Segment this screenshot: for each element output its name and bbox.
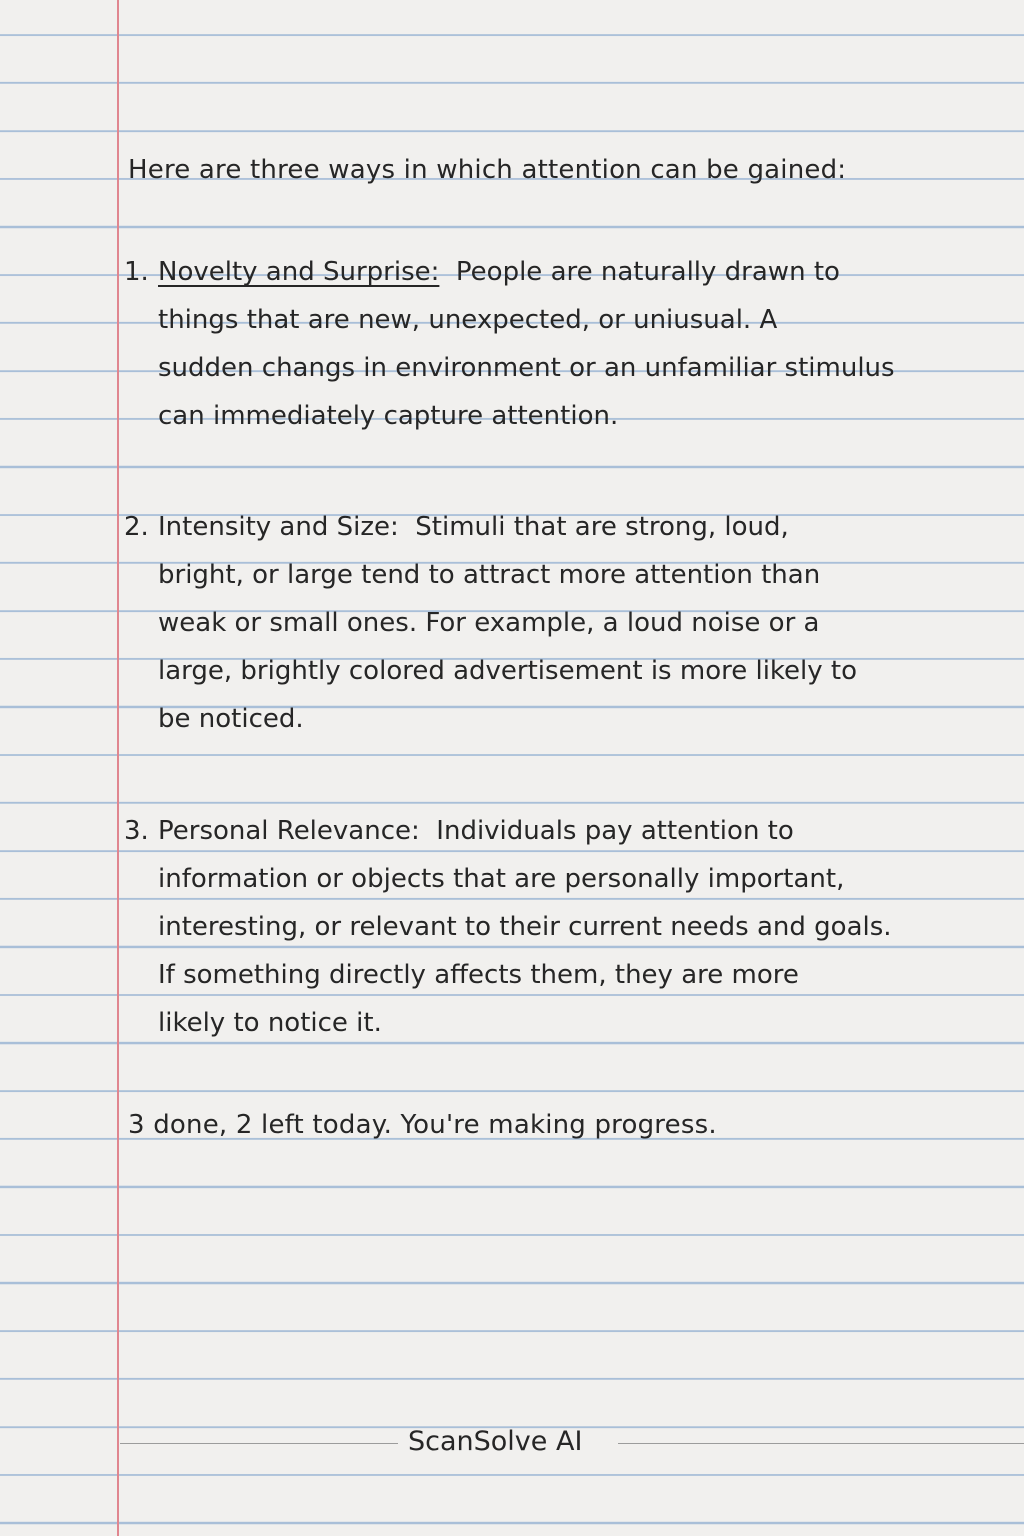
list-item-heading: Novelty and Surprise: (158, 257, 440, 287)
list-item-heading: Personal Relevance: (158, 816, 420, 846)
list-item-text-line: Stimuli that are strong, loud, (415, 512, 789, 542)
intro-text: Here are three ways in which attention can be gained: (128, 155, 847, 185)
list-item-text-line: Individuals pay attention to (436, 816, 794, 846)
list-item-text-line: information or objects that are personally important, (158, 864, 845, 894)
list-item-number: 1. (124, 257, 149, 287)
list-item-text-line: can immediately capture attention. (158, 401, 619, 431)
list-item-text-line: bright, or large tend to attract more attention than (158, 560, 821, 590)
list-item-text-line: things that are new, unexpected, or uniusual. A (158, 305, 778, 335)
progress-status-text: 3 done, 2 left today. You're making progress. (128, 1110, 717, 1140)
list-item-relevance (124, 807, 892, 1047)
brand-watermark: ScanSolve AI (408, 1426, 583, 1457)
list-item-number: 2. (124, 512, 149, 542)
list-item-text-line: interesting, or relevant to their current needs and goals. (158, 912, 892, 942)
footer-divider-left (120, 1443, 398, 1444)
list-item-number: 3. (124, 816, 149, 846)
list-item-novelty (124, 248, 895, 440)
list-item-intensity (124, 503, 857, 743)
list-item-text-line: weak or small ones. For example, a loud noise or a (158, 608, 820, 638)
list-item-text-line: likely to notice it. (158, 1008, 382, 1038)
list-item-heading: Intensity and Size: (158, 512, 399, 542)
list-item-text-line: be noticed. (158, 704, 304, 734)
footer (0, 1424, 1024, 1464)
list-item-text-line: sudden changs in environment or an unfamiliar stimulus (158, 353, 895, 383)
list-item-text-line: If something directly affects them, they are more (158, 960, 799, 990)
list-item-text-line: People are naturally drawn to (455, 257, 840, 287)
margin-line (117, 0, 119, 1536)
list-item-text-line: large, brightly colored advertisement is more likely to (158, 656, 858, 686)
footer-divider-right (618, 1443, 1024, 1444)
